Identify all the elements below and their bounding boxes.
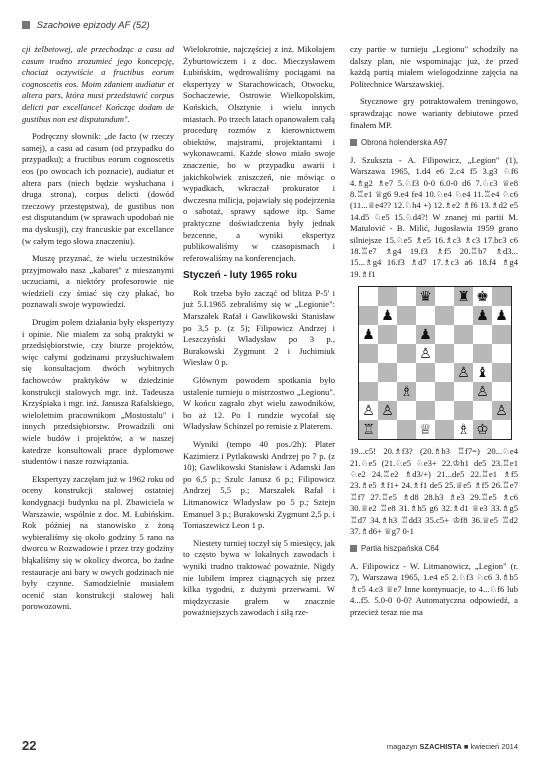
board-square — [435, 382, 454, 401]
magazine-label: magazyn — [386, 742, 418, 751]
game-score: A. Filipowicz - W. Litmanowicz, „Legion" (r. 7), Warszawa 1965, 1.e4 e5 2.♘f3 ♘c6 3.♗b5 ♗c5 4.c3 ♕e7 Inne kontynuacje, to 4...♘f6 lub 4...f5. 5.0-0 0-0? Automatyczna odpowiedź, a przecież teraz nie ma — [350, 561, 518, 617]
chess-piece: ♗ — [397, 382, 416, 401]
board-square — [378, 382, 397, 401]
column-1 — [22, 44, 174, 619]
board-square — [397, 420, 416, 439]
page-number: 22 — [22, 738, 37, 753]
separator-square-icon: ■ — [463, 742, 469, 751]
chess-piece: ♖ — [359, 420, 378, 439]
paragraph: Rok trzeba było zacząć od blitza P-5' i już 5.I.1965 zebraliśmy się w „Legionie": Marszałek Rafał i Gawlikowski Stanisław po 3,5 p. (z 5); Filipowicz Andrzej i Leszczyński Władysław po 3 p., Burakowski Zygmunt 2 i Juchimiuk Wiesław 0 p. — [183, 287, 335, 368]
chess-piece: ♟ — [416, 325, 435, 344]
board-square — [435, 325, 454, 344]
chess-piece: ♟ — [473, 306, 492, 325]
game-score: J. Szukszta - A. Filipowicz, „Legion" (1), Warszawa 1965, 1.d4 e6 2.c4 f5 3.g3 ♘f6 4.♗g2 ♗e7 5.♘f3 0-0 6.0-0 d6 7.♘c3 ♕e8 8.♖e1 ♕g6 9.e4 fe4 10.♘e4 ♘e4 11.♖e4 ♘c6 (11...♕e4?? 12.♘h4 +) 12.♗e2 ♗f6 13.♗d2 e5 14.d5 ♘e5 15.♘d4?! W znanej mi partii M. Matulović - B. Milić, Jugosławia 1959 grano silniejsze 15.♘e5 ♗e5 16.♗c3 ♗c3 17.bc3 c6 18.♖e7 ♗g4 19.f3 ♗f5 20.♖b7 ♗d3... 15...♗g4 16.f3 ♗d7 17.♗c3 a6 18.f4 ♗g4 19.♗f1 — [350, 154, 518, 279]
board-square — [435, 287, 454, 306]
board-square — [397, 287, 416, 306]
board-square — [416, 401, 435, 420]
chess-diagram — [358, 286, 512, 440]
paragraph: cji żelbetowej, ale przechodząc a casu ad casum trudno zrozumieć jego koncepcję, chociaż oczywiście a fructibus eorum cognoscetis eos. Moim zdaniem audiatur et altera pars, która musi przedstawić corpus delicti par excellance! Kończąc dodam de gustibus non est disputandum". — [22, 44, 174, 124]
board-square — [492, 325, 511, 344]
opening-name: Partia hiszpańska C64 — [361, 544, 440, 554]
chess-piece: ♔ — [473, 420, 492, 439]
page-footer — [22, 740, 518, 754]
running-header — [22, 20, 522, 36]
board-square — [435, 306, 454, 325]
issue-date: kwiecień 2014 — [470, 742, 518, 751]
chess-piece: ♙ — [473, 382, 492, 401]
chess-piece: ♜ — [454, 287, 473, 306]
chess-piece: ♙ — [492, 401, 511, 420]
board-square — [378, 363, 397, 382]
board-square — [397, 306, 416, 325]
paragraph: Głównym powodem spotkania było ustalenie turnieju o mistrzostwo „Legionu". W końcu zagrało zbyt wielu zawodników, bo aż 12. Po I rundzie wycofał się Władysław Schinzel po remisie z Platerem. — [183, 375, 335, 432]
board-square — [492, 420, 511, 439]
board-square — [397, 325, 416, 344]
paragraph: Podręczny słownik: „de facto (w rzeczy samej), a casu ad casum (od przypadku do przypadku); a fructibus eorum cognoscetis eos (po owocach ich poznacie), audiatur et altera pars (niech będzie wysłuchana i druga strona), corpus delicti (dowód rzeczowy przestępstwa), de gustibus non est disputandum (w sprawach upodobań nie ma dyskusji), czy francuskie par excellance (w całym tego słowa znaczeniu). — [22, 131, 174, 246]
board-square — [378, 287, 397, 306]
opening-tag — [350, 543, 518, 555]
chess-piece: ♗ — [454, 420, 473, 439]
header-square-icon — [22, 21, 30, 29]
board-square — [492, 287, 511, 306]
opening-tag — [350, 137, 518, 149]
board-square — [435, 401, 454, 420]
board-square — [378, 344, 397, 363]
chess-piece: ♟ — [378, 306, 397, 325]
paragraph: Ekspertyzy zaczęłam już w 1962 roku od oceny konstrukcji stalowej ostatniej kondygnacji budynku na pl. Zbawiciela w Warszawie, wspólnie z doc. M. Łubińskim. Rok później na stanowisko z żoną wybieraliśmy się około godziny 5 rano na dworcu w Rozwadowie i przez trzy godziny błąkaliśmy się w okolicy dworca, bo żadne restauracje ani bary w owych godzinach nie były czynne. Samodzielnie musiałem ocenić stan konstrukcji stalowej hali porowozowni. — [22, 473, 174, 612]
column-3 — [350, 44, 518, 624]
paragraph: Niestety turniej toczył się 5 miesięcy, jak to często bywa w lokalnych zawodach i wyniki trudno traktować poważnie. Nigdy nie lubiłem imprez ciągnących się przez kilka tygodni, z dużymi przerwami. W międzyczasie grałem w znacznie poważniejszych zawodach i siłą rze- — [183, 537, 335, 618]
board-square — [397, 363, 416, 382]
tag-square-icon — [350, 545, 357, 552]
chess-piece: ♙ — [378, 401, 397, 420]
paragraph: Muszę przyznać, że wielu uczestników przyjmowało nasz „kabaret" z mieszanymi uczuciami, a niektóry profesorowie nie wiedzieli czy śmiać się czy płakać, bo poznawali swoje wypowiedzi. — [22, 253, 174, 310]
chess-piece: ♝ — [473, 363, 492, 382]
board-square — [378, 325, 397, 344]
board-square — [435, 363, 454, 382]
board-square — [359, 382, 378, 401]
header-title: Szachowe epizody AF (52) — [36, 20, 150, 31]
paragraph: czy partie w turnieju „Legionu" schodziły na dalszy plan, nie wspominając już, że przed każdą partią miałem wielogodzinne zajęcia na Politechnice Warszawskiej. — [350, 44, 518, 89]
board-square — [454, 325, 473, 344]
section-heading: Styczeń - luty 1965 roku — [183, 270, 297, 282]
board-square — [359, 306, 378, 325]
board-square — [473, 325, 492, 344]
chess-piece: ♛ — [416, 287, 435, 306]
board-square — [359, 287, 378, 306]
chess-piece: ♟ — [492, 306, 511, 325]
paragraph: Stycznowe gry potraktowałem treningowo, sprawdzając nowe warianty debiutowe przed finałem MP. — [350, 96, 518, 130]
game-score-continued: 19...c5! 20.♗f3? (20.♗b3 ♖f7=) 20...♘e4 21.♘e5 (21.♘e5 ♘e3+ 22.♔h1 de5 23.♖e1 ♘e2 24.♖e2 ♗d3/+) 21...de5 22.♖e1 ♗f5 23.♗e5 ♗f1+ 24.♗f1 de5 25.♕e5 ♗f5 26.♖e7 ♖f7 27.♖e5 ♗d8 28.h3 ♗e3 29.♖e5 ♗c6 30.♕e2 ♖e8 31.♗h5 g6 32.♗d1 ♕e3 33.♗g5 ♖d7 34.♗h3 ♖dd3 35.c5+ ♔f8 36.♕e5 ♖d2 37.♗d6+ ♕g7 0-1 — [350, 446, 518, 537]
chess-piece: ♙ — [359, 401, 378, 420]
board-square — [492, 363, 511, 382]
board-square — [359, 344, 378, 363]
chess-piece: ♙ — [416, 344, 435, 363]
board-square — [416, 306, 435, 325]
chess-piece: ♙ — [454, 363, 473, 382]
board-square — [473, 344, 492, 363]
board-square — [454, 344, 473, 363]
board-square — [454, 306, 473, 325]
paragraph: Wielokrotnie, najczęściej z inż. Mikołajem Żyburtowiczem i z doc. Mieczysławem Łubińskim, wędrowaliśmy pociągami na ekspertyzy w Starachowicach, Otwocku, Sochaczewie, Ostrowie Wielkopolskim, Końskich, Olsztynie i wielu innych miastach. Po trzech latach opanowałem całą procedurę rozmów z kierownictwem obiektów, majstrami, projektantami i wykonawcami. Każde słowo miało swoje znaczenie, bo w przypadku awarii i jakichkolwiek zniszczeń, nie mówiąc o wypadkach, wkraczał prokurator i dwczesna milicja, pojawiały się podejrzenia o sabotaż, sprawy sądowe itp. Same praktyczne doświadczenia były jednak bezcenne, a wyniki ekspertyz publikowaliśmy w czasopismach i referowaliśmy na konferencjach. — [183, 44, 335, 263]
board-square — [492, 344, 511, 363]
paragraph: Drugim polem działania były ekspertyzy i opinie. Nie mialem za sobą praktyki w przedsiębiorstwie, czy biurze projektów, więc całymi godzinami przysłuchiwałem się konsultacjom dwóch wybitnych fachowców praktyków w dziedzinie konstrukcji stalowych mgr. inż. Tadeusza Krzyśpiaka i mgr. inż. Janusza Rafalskiego, wieloletnim pracownikom „Mostostalu" i innych przedsiębiorstw. Prowadzili oni wiele budów i projektów, a w naszej katedrze konsultowali prace dyplomowe studentów i nasze rozwiązania. — [22, 317, 174, 467]
tag-square-icon — [350, 139, 357, 146]
board-square — [435, 420, 454, 439]
opening-name: Obrona holenderska A97 — [361, 138, 448, 148]
board-square — [454, 401, 473, 420]
chess-piece: ♚ — [473, 287, 492, 306]
board-square — [492, 382, 511, 401]
board-square — [397, 344, 416, 363]
chess-piece: ♟ — [359, 325, 378, 344]
board-square — [359, 363, 378, 382]
board-square — [397, 401, 416, 420]
board-square — [435, 344, 454, 363]
column-2 — [183, 44, 335, 625]
magazine-brand: SZACHISTA — [419, 742, 462, 751]
magazine-credit — [387, 742, 518, 751]
board-square — [416, 363, 435, 382]
board-square — [454, 382, 473, 401]
board-square — [416, 382, 435, 401]
chess-piece: ♕ — [416, 420, 435, 439]
board-square — [378, 420, 397, 439]
board-square — [473, 401, 492, 420]
paragraph: Wyniki (tempo 40 pos./2h): Plater Kazimierz i Pytlakowski Andrzej po 7 p. (z 10); Gawlikowski Stanisław i Adamski Jan po 6,5 p.; Szulc Janusz 6 p.; Filipowicz Andrzej 5,5 p.; Marszałek Rafał i Litmanowicz Władysław po 5 p.; Sztejn Emanuel 3 p.; Burakowski Zygmunt 2,5 p. i Tomaszewicz Leon 1 p. — [183, 439, 335, 531]
